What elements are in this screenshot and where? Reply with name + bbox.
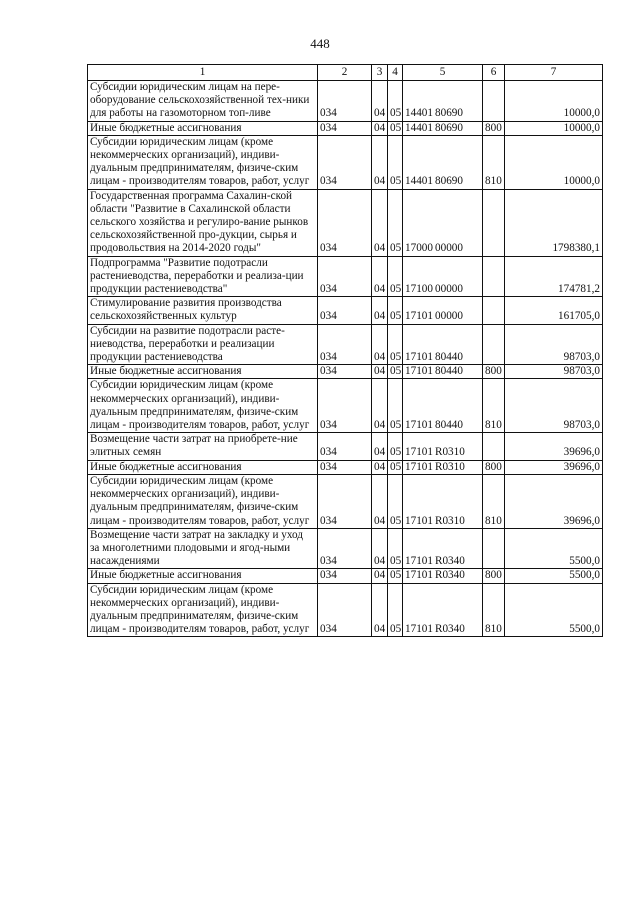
row-code-target: [403, 433, 483, 460]
row-code-ministry: 034: [318, 460, 372, 474]
row-target-direction-code: 80440: [435, 351, 463, 364]
row-code-target: [403, 460, 483, 474]
row-code-subsection: 05: [388, 528, 403, 569]
row-target-direction-code: 00000: [435, 242, 463, 255]
row-target-direction-code: 80690: [435, 107, 463, 120]
table-row: [88, 365, 603, 379]
row-target-program-code: 17101: [405, 351, 433, 364]
row-code-ministry: 034: [318, 569, 372, 583]
row-amount: 98703,0: [505, 365, 603, 379]
header-col-3: 3: [372, 65, 388, 81]
row-code-subsection: 05: [388, 365, 403, 379]
row-code-section: 04: [372, 324, 388, 365]
row-code-target: [403, 583, 483, 637]
row-target-program-code: 14401: [405, 175, 433, 188]
row-code-section: 04: [372, 189, 388, 256]
table-row: [88, 474, 603, 528]
row-code-expense-type: 800: [483, 460, 505, 474]
header-col-4: 4: [388, 65, 403, 81]
row-amount: 39696,0: [505, 474, 603, 528]
row-name: Подпрограмма "Развитие подотрасли растениеводства, переработки и реализа-ции продукции растениеводства": [88, 256, 318, 297]
row-code-section: 04: [372, 460, 388, 474]
row-code-subsection: 05: [388, 297, 403, 324]
row-target-program-code: 17101: [405, 555, 433, 568]
row-code-expense-type: [483, 256, 505, 297]
row-code-expense-type: 810: [483, 583, 505, 637]
table-row: [88, 81, 603, 122]
row-target-program-code: 17101: [405, 419, 433, 432]
row-code-ministry: 034: [318, 121, 372, 135]
row-code-section: 04: [372, 135, 388, 189]
row-amount: 39696,0: [505, 433, 603, 460]
row-code-ministry: 034: [318, 528, 372, 569]
row-code-target: [403, 528, 483, 569]
row-target-direction-code: 00000: [435, 283, 463, 296]
row-target-direction-code: R0340: [435, 623, 465, 636]
row-code-subsection: 05: [388, 189, 403, 256]
table-row: [88, 121, 603, 135]
row-target-program-code: 17101: [405, 514, 433, 527]
row-amount: 39696,0: [505, 460, 603, 474]
row-code-subsection: 05: [388, 583, 403, 637]
row-amount: 10000,0: [505, 81, 603, 122]
row-code-subsection: 05: [388, 433, 403, 460]
table-row: [88, 528, 603, 569]
row-name: Стимулирование развития производства сельскохозяйственных культур: [88, 297, 318, 324]
row-code-expense-type: 810: [483, 379, 505, 433]
row-code-expense-type: [483, 81, 505, 122]
row-target-direction-code: R0310: [435, 460, 465, 473]
row-amount: 5500,0: [505, 528, 603, 569]
row-code-expense-type: [483, 189, 505, 256]
row-code-subsection: 05: [388, 324, 403, 365]
row-code-target: [403, 297, 483, 324]
row-code-subsection: 05: [388, 379, 403, 433]
row-target-direction-code: 00000: [435, 310, 463, 323]
row-name: Субсидии на развитие подотрасли расте-ниеводства, переработки и реализации продукции растениеводства: [88, 324, 318, 365]
row-code-expense-type: 800: [483, 569, 505, 583]
row-target-program-code: 17101: [405, 569, 433, 582]
header-col-2: 2: [318, 65, 372, 81]
header-row: [88, 65, 603, 81]
row-name: Субсидии юридическим лицам (кроме некоммерческих организаций), индиви-дуальным предпринимателям, физиче-ским лицам - производителям товаров, работ, услуг: [88, 135, 318, 189]
row-code-ministry: 034: [318, 365, 372, 379]
row-amount: 174781,2: [505, 256, 603, 297]
row-target-program-code: 17101: [405, 623, 433, 636]
row-target-direction-code: 80690: [435, 121, 463, 134]
row-code-subsection: 05: [388, 135, 403, 189]
row-amount: 10000,0: [505, 135, 603, 189]
row-name: Субсидии юридическим лицам на пере-оборудование сельскохозяйственной тех-ники для работы на газомоторном топ-ливе: [88, 81, 318, 122]
row-code-expense-type: 800: [483, 121, 505, 135]
row-target-direction-code: R0340: [435, 555, 465, 568]
row-code-expense-type: [483, 433, 505, 460]
row-amount: 5500,0: [505, 569, 603, 583]
row-amount: 98703,0: [505, 324, 603, 365]
row-code-expense-type: 810: [483, 135, 505, 189]
row-target-direction-code: R0310: [435, 514, 465, 527]
row-code-target: [403, 474, 483, 528]
row-amount: 1798380,1: [505, 189, 603, 256]
row-code-section: 04: [372, 365, 388, 379]
row-name: Возмещение части затрат на закладку и уход за многолетними плодовыми и ягод-ными насаждениями: [88, 528, 318, 569]
row-name: Государственная программа Сахалин-ской области "Развитие в Сахалинской области сельского хозяйства и регулиро-вание рынков сельскохозяйственной про-дукции, сырья и продовольствия на 2014-2020 годы": [88, 189, 318, 256]
row-code-ministry: 034: [318, 379, 372, 433]
row-target-program-code: 14401: [405, 107, 433, 120]
table-row: [88, 460, 603, 474]
row-target-program-code: 17000: [405, 242, 433, 255]
header-col-5: 5: [403, 65, 483, 81]
row-amount: 10000,0: [505, 121, 603, 135]
row-code-section: 04: [372, 569, 388, 583]
row-code-subsection: 05: [388, 121, 403, 135]
table-row: [88, 189, 603, 256]
row-name: Субсидии юридическим лицам (кроме некоммерческих организаций), индиви-дуальным предпринимателям, физиче-ским лицам - производителям товаров, работ, услуг: [88, 583, 318, 637]
row-code-target: [403, 379, 483, 433]
row-name: Иные бюджетные ассигнования: [88, 460, 318, 474]
row-amount: 161705,0: [505, 297, 603, 324]
row-code-subsection: 05: [388, 256, 403, 297]
row-name: Возмещение части затрат на приобрете-ние элитных семян: [88, 433, 318, 460]
header-col-6: 6: [483, 65, 505, 81]
row-code-ministry: 034: [318, 324, 372, 365]
row-code-target: [403, 81, 483, 122]
row-code-section: 04: [372, 256, 388, 297]
row-code-target: [403, 189, 483, 256]
row-target-program-code: 17101: [405, 446, 433, 459]
table-row: [88, 324, 603, 365]
row-code-subsection: 05: [388, 81, 403, 122]
row-code-expense-type: [483, 528, 505, 569]
row-name: Субсидии юридическим лицам (кроме некоммерческих организаций), индиви-дуальным предпринимателям, физиче-ским лицам - производителям товаров, работ, услуг: [88, 379, 318, 433]
row-code-section: 04: [372, 297, 388, 324]
table-row: [88, 135, 603, 189]
row-target-direction-code: R0340: [435, 569, 465, 582]
table-row: [88, 583, 603, 637]
row-code-target: [403, 135, 483, 189]
row-code-target: [403, 121, 483, 135]
row-code-expense-type: [483, 297, 505, 324]
row-name: Субсидии юридическим лицам (кроме некоммерческих организаций), индиви-дуальным предпринимателям, физиче-ским лицам - производителям товаров, работ, услуг: [88, 474, 318, 528]
table-row: [88, 379, 603, 433]
row-code-target: [403, 324, 483, 365]
row-code-ministry: 034: [318, 583, 372, 637]
budget-table: [87, 64, 603, 637]
header-col-1: 1: [88, 65, 318, 81]
row-target-program-code: 17101: [405, 310, 433, 323]
row-target-direction-code: 80690: [435, 175, 463, 188]
row-code-target: [403, 365, 483, 379]
row-code-section: 04: [372, 474, 388, 528]
row-code-expense-type: [483, 324, 505, 365]
row-code-target: [403, 256, 483, 297]
row-code-ministry: 034: [318, 81, 372, 122]
page-number: 448: [310, 36, 330, 51]
row-code-section: 04: [372, 379, 388, 433]
row-target-program-code: 17100: [405, 283, 433, 296]
row-code-section: 04: [372, 433, 388, 460]
row-code-ministry: 034: [318, 474, 372, 528]
row-code-expense-type: 800: [483, 365, 505, 379]
table-row: [88, 569, 603, 583]
row-target-program-code: 17101: [405, 460, 433, 473]
row-code-subsection: 05: [388, 460, 403, 474]
header-col-7: 7: [505, 65, 603, 81]
row-amount: 5500,0: [505, 583, 603, 637]
row-name: Иные бюджетные ассигнования: [88, 569, 318, 583]
row-target-program-code: 14401: [405, 121, 433, 134]
table-row: [88, 256, 603, 297]
table-row: [88, 433, 603, 460]
row-code-ministry: 034: [318, 256, 372, 297]
row-target-direction-code: 80440: [435, 419, 463, 432]
row-amount: 98703,0: [505, 379, 603, 433]
row-target-direction-code: 80440: [435, 365, 463, 378]
row-code-ministry: 034: [318, 135, 372, 189]
row-code-expense-type: 810: [483, 474, 505, 528]
table-row: [88, 297, 603, 324]
row-code-ministry: 034: [318, 189, 372, 256]
row-name: Иные бюджетные ассигнования: [88, 121, 318, 135]
row-code-subsection: 05: [388, 569, 403, 583]
row-code-section: 04: [372, 583, 388, 637]
row-name: Иные бюджетные ассигнования: [88, 365, 318, 379]
row-target-program-code: 17101: [405, 365, 433, 378]
row-code-section: 04: [372, 121, 388, 135]
row-code-target: [403, 569, 483, 583]
row-code-ministry: 034: [318, 297, 372, 324]
row-target-direction-code: R0310: [435, 446, 465, 459]
row-code-section: 04: [372, 528, 388, 569]
row-code-section: 04: [372, 81, 388, 122]
row-code-subsection: 05: [388, 474, 403, 528]
row-code-ministry: 034: [318, 433, 372, 460]
